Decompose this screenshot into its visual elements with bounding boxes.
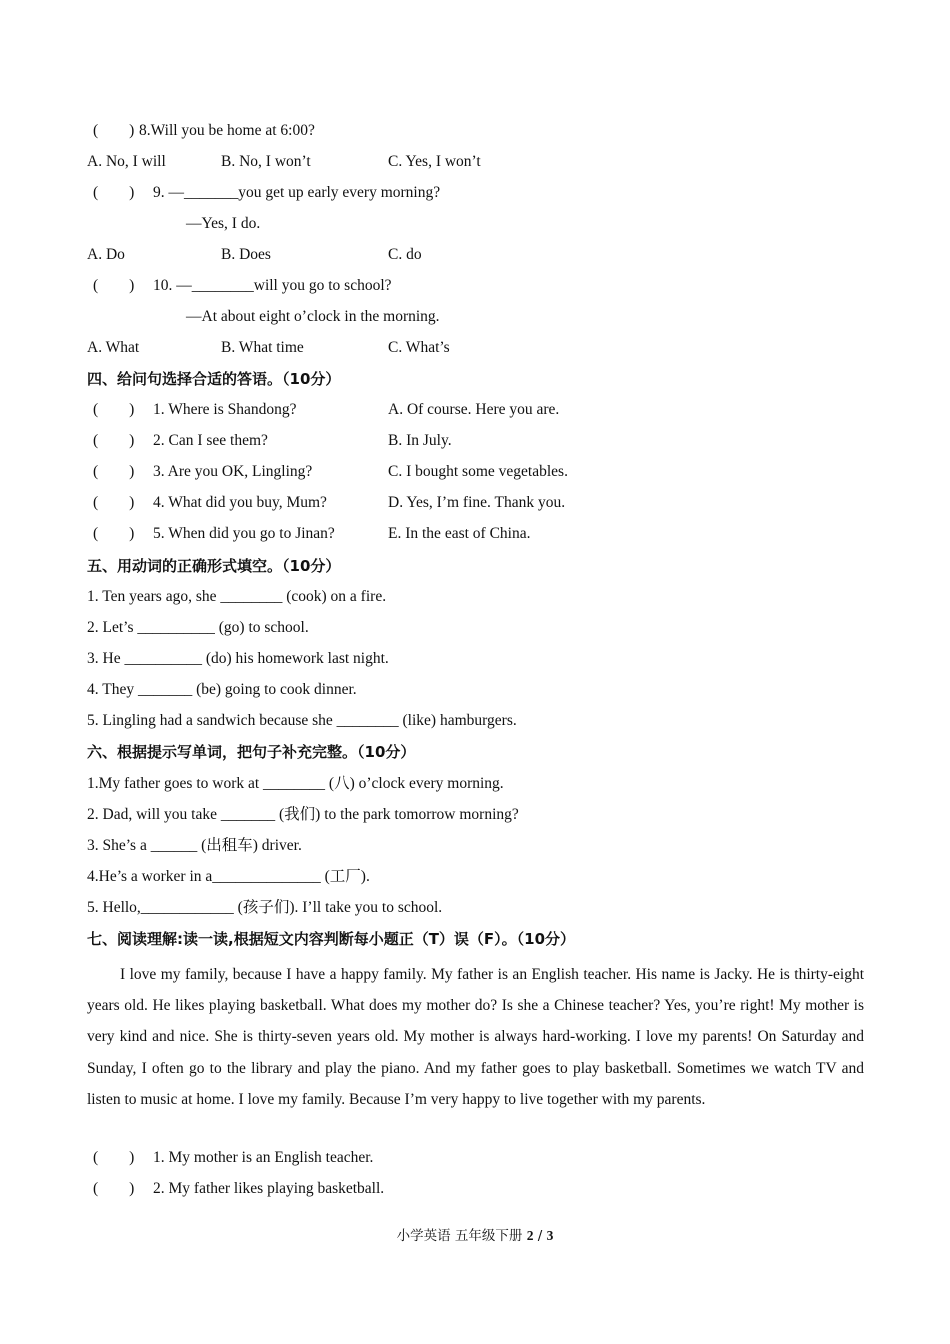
answer-paren: ( ) (93, 494, 135, 511)
question-9-reply: —Yes, I do. (186, 215, 261, 232)
page-footer (0, 1224, 950, 1244)
q9-option-a: A. Do (87, 246, 125, 263)
q10-option-b: B. What time (221, 339, 304, 356)
part5-item-2: 2. Let’s __________ (go) to school. (87, 619, 309, 636)
q9-option-c: C. do (388, 246, 422, 263)
part4-question-1: 1. Where is Shandong? (153, 401, 297, 418)
answer-paren: ( ) (93, 184, 135, 201)
question-10: 10. —________will you go to school? (153, 277, 392, 294)
q9-option-b: B. Does (221, 246, 271, 263)
part6-item-1: 1.My father goes to work at ________ (八) o’clock every morning. (87, 775, 504, 792)
section-6-heading: 六、根据提示写单词，把句子补充完整。（10分） (87, 743, 416, 761)
part5-item-4: 4. They _______ (be) going to cook dinner. (87, 681, 357, 698)
footer-page-number: 2 (526, 1228, 534, 1243)
part5-item-3: 3. He __________ (do) his homework last night. (87, 650, 389, 667)
part6-item-3: 3. She’s a ______ (出租车) driver. (87, 837, 302, 854)
section-5-heading: 五、用动词的正确形式填空。（10分） (87, 557, 341, 575)
part6-item-2: 2. Dad, will you take _______ (我们) to the park tomorrow morning? (87, 806, 519, 823)
answer-paren: ( ) (93, 122, 135, 139)
part4-answer-c: C. I bought some vegetables. (388, 463, 568, 480)
reading-passage: I love my family, because I have a happy family. My father is an English teacher. His name is Jacky. He is thirty-eight years old. He likes playing basketball. What does my mother do? Is she a Chinese teacher? Yes, you’re right! My mother is very kind and nice. She is thirty-seven years old. My mother is always hard-working. I love my parents! On Saturday and Sunday, I often go to the library and play the piano. And my father goes to play basketball. Sometimes we watch TV and listen to music at home. I love my family. Because I’m very happy to live together with my parents. (87, 966, 864, 1108)
answer-paren: ( ) (93, 525, 135, 542)
part5-item-1: 1. Ten years ago, she ________ (cook) on a fire. (87, 588, 387, 605)
answer-paren: ( ) (93, 1180, 135, 1197)
part7-question-2: 2. My father likes playing basketball. (153, 1180, 385, 1197)
part4-question-2: 2. Can I see them? (153, 432, 268, 449)
answer-paren: ( ) (93, 401, 135, 418)
part6-item-4: 4.He’s a worker in a______________ (工厂). (87, 868, 370, 885)
footer-total-pages: 3 (546, 1228, 554, 1243)
q10-option-c: C. What’s (388, 339, 450, 356)
q10-option-a: A. What (87, 339, 140, 356)
answer-paren: ( ) (93, 277, 135, 294)
answer-paren: ( ) (93, 1149, 135, 1166)
section-7-heading: 七、阅读理解:读一读,根据短文内容判断每小题正（T）误（F）。（10分） (87, 930, 576, 948)
question-8: 8.Will you be home at 6:00? (139, 122, 315, 139)
answer-paren: ( ) (93, 463, 135, 480)
footer-label: 小学英语 五年级下册 (396, 1228, 523, 1244)
footer-separator: / (537, 1228, 543, 1244)
q8-option-c: C. Yes, I won’t (388, 153, 481, 170)
q8-option-a: A. No, I will (87, 153, 166, 170)
part4-answer-e: E. In the east of China. (388, 525, 531, 542)
part7-question-1: 1. My mother is an English teacher. (153, 1149, 374, 1166)
question-10-reply: —At about eight o’clock in the morning. (186, 308, 440, 325)
part4-question-5: 5. When did you go to Jinan? (153, 525, 335, 542)
question-9: 9. —_______you get up early every morning? (153, 184, 441, 201)
part6-item-5: 5. Hello,____________ (孩子们). I’ll take you to school. (87, 899, 443, 916)
q8-option-b: B. No, I won’t (221, 153, 311, 170)
part5-item-5: 5. Lingling had a sandwich because she ________ (like) hamburgers. (87, 712, 517, 729)
part4-question-3: 3. Are you OK, Lingling? (153, 463, 313, 480)
part4-answer-a: A. Of course. Here you are. (388, 401, 560, 418)
answer-paren: ( ) (93, 432, 135, 449)
part4-answer-b: B. In July. (388, 432, 452, 449)
part4-question-4: 4. What did you buy, Mum? (153, 494, 327, 511)
section-4-heading: 四、给问句选择合适的答语。（10分） (87, 370, 341, 388)
part4-answer-d: D. Yes, I’m fine. Thank you. (388, 494, 566, 511)
